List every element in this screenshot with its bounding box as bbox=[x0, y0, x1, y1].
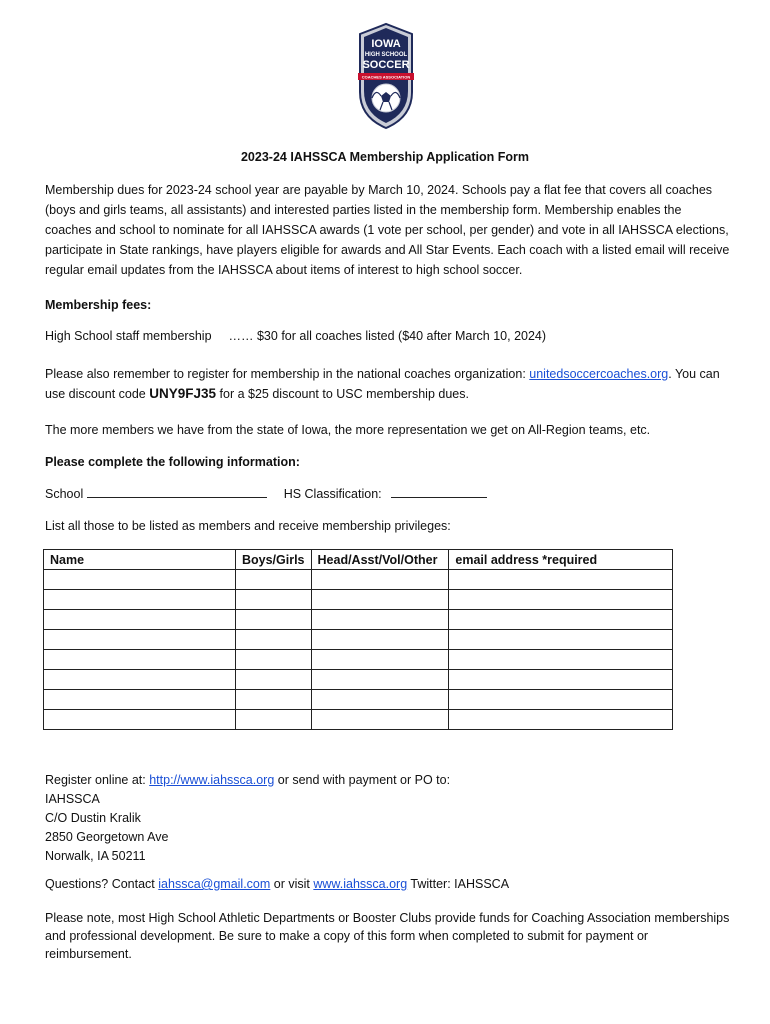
form-title: 2023-24 IAHSSCA Membership Application Form bbox=[240, 150, 530, 164]
logo-text-soccer: SOCCER bbox=[362, 59, 410, 71]
members-table bbox=[43, 549, 673, 730]
address-line: C/O Dustin Kralik bbox=[45, 811, 141, 825]
boys-girls-cell[interactable] bbox=[235, 610, 311, 630]
boys-girls-cell[interactable] bbox=[235, 570, 311, 590]
table-row bbox=[44, 590, 673, 610]
logo-text-iowa: IOWA bbox=[371, 38, 401, 50]
email-cell[interactable] bbox=[449, 690, 673, 710]
register-section bbox=[45, 771, 730, 866]
membership-intro: Membership dues for 2023-24 school year are payable by March 10, 2024. Schools pay a flat fee that covers all coaches (boys and girls teams, all assistants) and interested parties listed in the membership form. Membership enables the coaches and school to nominate for all IAHSSCA awards (1 vote per school, per gender) and vote in all IAHSSCA elections, participate in State rankings, have players eligible for awards and All Star Events. Each coach with a listed email will receive regular email updates from the IAHSSCA about items of interest to high school soccer. bbox=[45, 183, 730, 277]
complete-info-heading: Please complete the following information: bbox=[45, 455, 300, 469]
logo-ribbon-text: COACHES ASSOCIATION bbox=[361, 74, 411, 80]
national-text: Please also remember to register for membership in the national coaches organization: bbox=[45, 367, 530, 381]
email-cell[interactable] bbox=[449, 710, 673, 730]
header-role: Head/Asst/Vol/Other bbox=[311, 550, 449, 570]
funding-note: Please note, most High School Athletic Departments or Booster Clubs provide funds for Coaching Association memberships and professional development. Be sure to make a copy of this form when completed to submit for payment or reimbursement. bbox=[45, 911, 730, 961]
header-email: email address *required bbox=[449, 550, 673, 570]
discount-code: UNY9FJ35 bbox=[149, 386, 217, 401]
questions-text: Questions? Contact bbox=[45, 877, 159, 891]
table-row bbox=[44, 570, 673, 590]
name-cell[interactable] bbox=[44, 690, 236, 710]
email-cell[interactable] bbox=[449, 650, 673, 670]
boys-girls-cell[interactable] bbox=[235, 630, 311, 650]
register-line bbox=[45, 771, 730, 790]
questions-line bbox=[45, 874, 730, 894]
contact-email-link[interactable]: iahssca@gmail.com bbox=[158, 877, 271, 891]
questions-text-cont: or visit bbox=[270, 877, 314, 891]
website-link[interactable]: www.iahssca.org bbox=[313, 877, 408, 891]
address-line: 2850 Georgetown Ave bbox=[45, 830, 169, 844]
role-cell[interactable] bbox=[311, 590, 449, 610]
address-line: IAHSSCA bbox=[45, 792, 100, 806]
role-cell[interactable] bbox=[311, 650, 449, 670]
twitter-text: Twitter: IAHSSCA bbox=[407, 877, 510, 891]
national-text-cont: . You can use discount code bbox=[45, 367, 720, 401]
name-cell[interactable] bbox=[44, 710, 236, 730]
boys-girls-cell[interactable] bbox=[235, 670, 311, 690]
role-cell[interactable] bbox=[311, 610, 449, 630]
header-name: Name bbox=[44, 550, 236, 570]
fee-label: High School staff membership bbox=[45, 329, 212, 343]
table-row bbox=[44, 650, 673, 670]
school-line bbox=[45, 484, 730, 504]
representation-note: The more members we have from the state of Iowa, the more representation we get on All-Region teams, etc. bbox=[45, 423, 651, 437]
name-cell[interactable] bbox=[44, 650, 236, 670]
school-label: School bbox=[45, 487, 84, 501]
fee-line bbox=[45, 326, 730, 346]
header-boys-girls: Boys/Girls bbox=[235, 550, 311, 570]
address-line: Norwalk, IA 50211 bbox=[45, 849, 146, 863]
membership-fees-heading: Membership fees: bbox=[45, 298, 152, 312]
register-text-cont: or send with payment or PO to: bbox=[274, 773, 451, 787]
boys-girls-cell[interactable] bbox=[235, 710, 311, 730]
hs-classification-label: HS Classification: bbox=[283, 487, 382, 501]
email-cell[interactable] bbox=[449, 570, 673, 590]
email-cell[interactable] bbox=[449, 630, 673, 650]
united-soccer-coaches-link[interactable]: unitedsoccercoaches.org bbox=[529, 367, 669, 381]
name-cell[interactable] bbox=[44, 670, 236, 690]
national-membership-note bbox=[45, 364, 730, 404]
role-cell[interactable] bbox=[311, 570, 449, 590]
email-cell[interactable] bbox=[449, 610, 673, 630]
email-cell[interactable] bbox=[449, 590, 673, 610]
name-cell[interactable] bbox=[44, 590, 236, 610]
logo-text-high-school: HIGH SCHOOL bbox=[364, 52, 408, 58]
fee-dots: …… bbox=[228, 329, 254, 343]
iahssca-website-link[interactable]: http://www.iahssca.org bbox=[149, 773, 275, 787]
name-cell[interactable] bbox=[44, 610, 236, 630]
name-cell[interactable] bbox=[44, 630, 236, 650]
boys-girls-cell[interactable] bbox=[235, 650, 311, 670]
register-text: Register online at: bbox=[45, 773, 150, 787]
role-cell[interactable] bbox=[311, 630, 449, 650]
name-cell[interactable] bbox=[44, 570, 236, 590]
role-cell[interactable] bbox=[311, 670, 449, 690]
boys-girls-cell[interactable] bbox=[235, 590, 311, 610]
national-text-end: for a $25 discount to USC membership dues. bbox=[216, 387, 469, 401]
table-row bbox=[44, 710, 673, 730]
table-header-row bbox=[44, 550, 673, 570]
table-row bbox=[44, 670, 673, 690]
table-row bbox=[44, 630, 673, 650]
hs-classification-field[interactable] bbox=[391, 485, 487, 498]
iahssca-logo bbox=[356, 22, 416, 132]
email-cell[interactable] bbox=[449, 670, 673, 690]
school-field[interactable] bbox=[87, 485, 267, 498]
table-row bbox=[44, 690, 673, 710]
fee-value: $30 for all coaches listed ($40 after March 10, 2024) bbox=[256, 329, 547, 343]
role-cell[interactable] bbox=[311, 710, 449, 730]
list-instructions: List all those to be listed as members and receive membership privileges: bbox=[45, 519, 451, 533]
table-row bbox=[44, 610, 673, 630]
boys-girls-cell[interactable] bbox=[235, 690, 311, 710]
role-cell[interactable] bbox=[311, 690, 449, 710]
